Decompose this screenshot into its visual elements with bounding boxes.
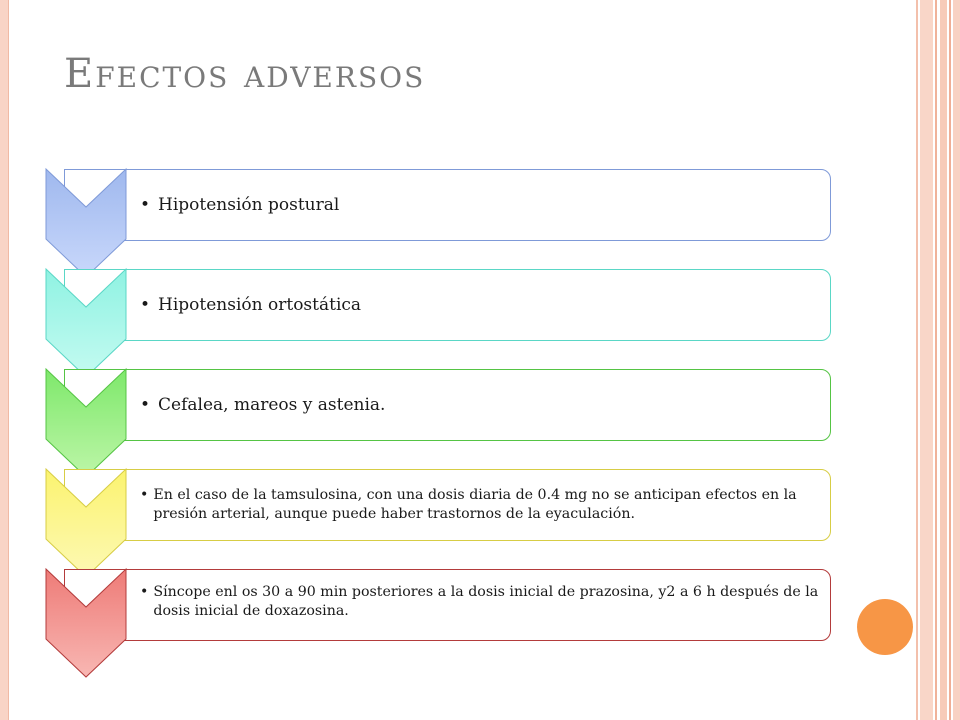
list-item-4 — [0, 469, 960, 579]
chevron-arrow-icon — [44, 467, 130, 579]
chevron-arrow-icon — [44, 167, 130, 279]
list-item-2 — [0, 269, 960, 379]
list-item-3 — [0, 369, 960, 479]
chevron-arrow-icon — [44, 267, 130, 379]
list-item-text: • Cefalea, mareos y astenia. — [140, 395, 386, 415]
list-item-text: • Hipotensión postural — [140, 195, 340, 215]
slide-title: Efectos adversos — [64, 51, 426, 97]
list-item-text: • Síncope enl os 30 a 90 min posteriores a la dosis inicial de prazosina, y2 a 6 h después de la dosis inicial de doxazosina. — [140, 584, 819, 619]
list-item-5 — [0, 569, 960, 679]
chevron-arrow-icon — [44, 567, 130, 679]
list-item-text: • En el caso de la tamsulosina, con una dosis diaria de 0.4 mg no se anticipan efectos en la presión arterial, aunque puede haber trastornos de la eyaculación. — [140, 487, 797, 522]
chevron-arrow-icon — [44, 367, 130, 479]
list-item-text: • Hipotensión ortostática — [140, 295, 362, 315]
list-item-1 — [0, 169, 960, 279]
